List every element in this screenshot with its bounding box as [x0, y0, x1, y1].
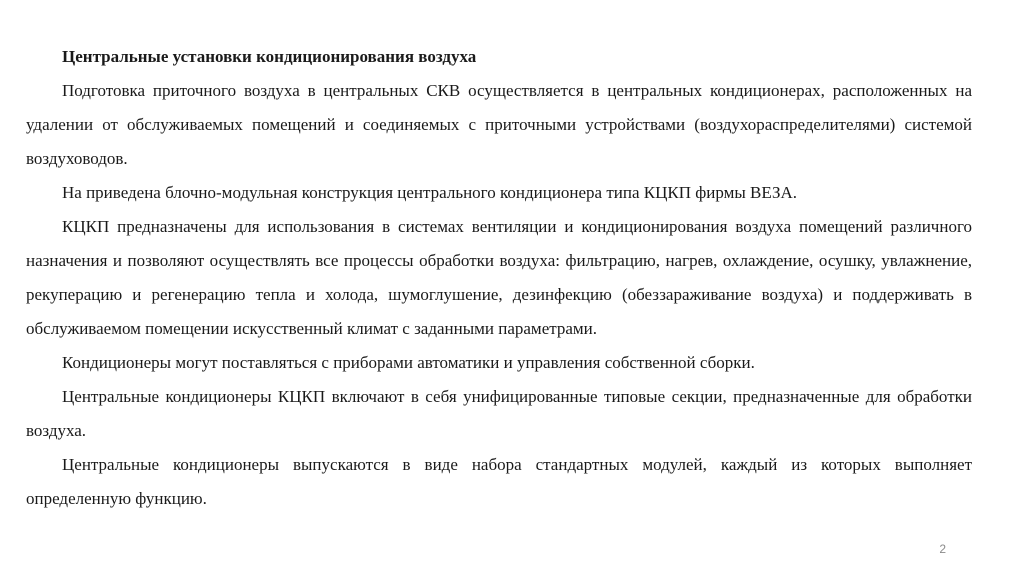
page-number: 2: [939, 542, 946, 556]
paragraph-intro: Подготовка приточного воздуха в центральных СКВ осуществляется в центральных кондиционерах, расположенных на удалении от обслуживаемых помещений и соединяемых с приточными устройствами (воздухораспределителями) системой воздуховодов.: [26, 81, 972, 168]
paragraph-purpose: КЦКП предназначены для использования в системах вентиляции и кондиционирования воздуха помещений различного назначения и позволяют осуществлять все процессы обработки воздуха: фильтрацию, нагрев, охлаждение, осушку, увлажнение, рекуперацию и регенерацию тепла и холода, шумоглушение, дезинфекцию (обеззараживание воздуха) и поддерживать в обслуживаемом помещении искусственный климат с заданными параметрами.: [26, 217, 972, 338]
slide-heading: Центральные установки кондиционирования воздуха: [62, 47, 477, 66]
paragraph-sections: Центральные кондиционеры КЦКП включают в себя унифицированные типовые секции, предназначенные для обработки воздуха.: [26, 387, 972, 440]
paragraph-modules: Центральные кондиционеры выпускаются в виде набора стандартных модулей, каждый из которых выполняет определенную функцию.: [26, 455, 972, 508]
paragraph-figure-ref: На приведена блочно-модульная конструкция центрального кондиционера типа КЦКП фирмы ВЕЗА.: [62, 183, 798, 202]
paragraph-automation: Кондиционеры могут поставляться с приборами автоматики и управления собственной сборки.: [62, 353, 755, 372]
slide-content: [26, 40, 972, 516]
